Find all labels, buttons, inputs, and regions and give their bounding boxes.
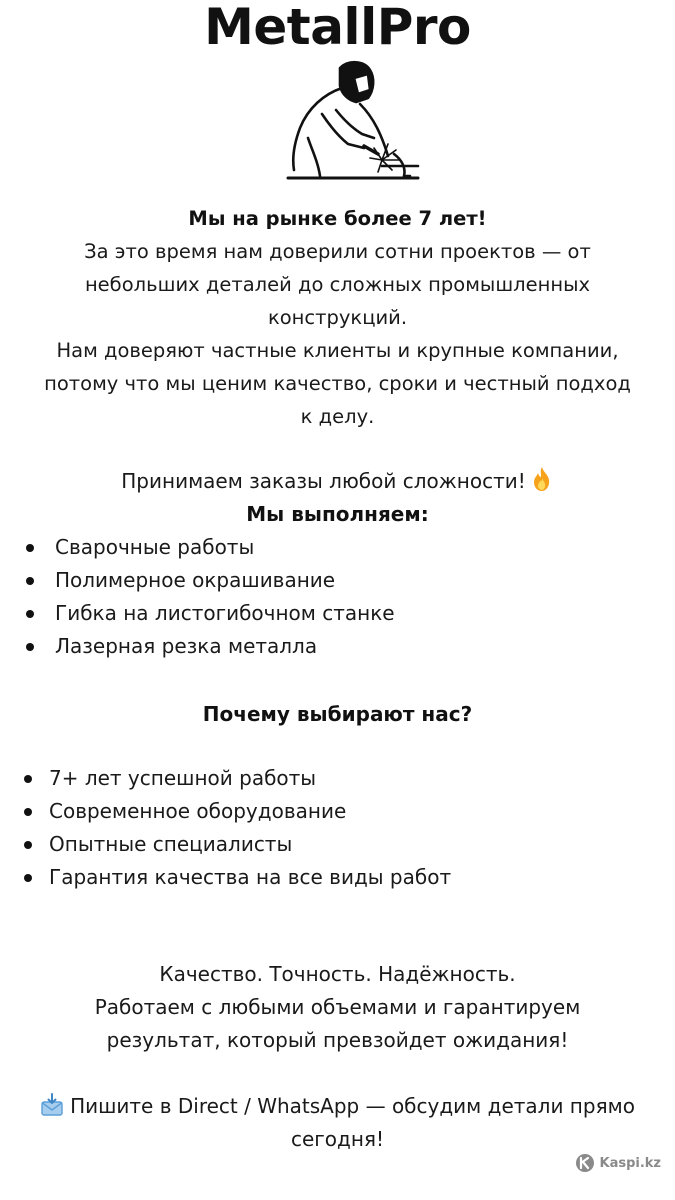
reason-label: Опытные специалисты: [49, 832, 293, 856]
list-item: [24, 762, 451, 795]
welder-icon: [278, 58, 428, 188]
bullet-icon: [26, 577, 34, 585]
intro-line: За это время нам доверили сотни проектов — от: [84, 240, 591, 263]
why-heading: Почему выбирают нас?: [202, 702, 473, 726]
bullet-icon: [24, 874, 32, 882]
bullet-icon: [24, 808, 32, 816]
service-label: Полимерное окрашивание: [55, 568, 336, 592]
list-item: [24, 795, 451, 828]
closing-line: Качество. Точность. Надёжность.: [159, 962, 516, 986]
list-item: [24, 828, 451, 861]
closing-line: результат, который превзойдет ожидания!: [106, 1028, 569, 1052]
cta-text: Пишите в Direct / WhatsApp — обсудим детали прямо: [70, 1094, 635, 1118]
service-label: Гибка на листогибочном станке: [55, 601, 395, 625]
list-item: [26, 531, 395, 564]
service-label: Сварочные работы: [55, 535, 255, 559]
list-item: [26, 597, 395, 630]
bullet-icon: [26, 610, 34, 618]
list-item: [26, 564, 395, 597]
list-item: [26, 630, 395, 663]
intro-section: [0, 202, 675, 433]
intro-line: конструкций.: [267, 306, 408, 329]
watermark-text: Kaspi.kz: [599, 1155, 661, 1171]
incoming-envelope-icon: [40, 1093, 64, 1117]
kaspi-watermark: [575, 1152, 662, 1174]
reason-label: Гарантия качества на все виды работ: [49, 865, 452, 889]
intro-line: к делу.: [300, 405, 375, 428]
services-list: [26, 531, 395, 663]
service-label: Лазерная резка металла: [55, 634, 318, 658]
closing-section: [0, 958, 675, 1057]
cta-section: [0, 1090, 675, 1156]
services-heading: Мы выполняем:: [246, 502, 429, 526]
reason-label: Современное оборудование: [49, 799, 347, 823]
intro-line: небольших деталей до сложных промышленных: [84, 273, 591, 296]
fire-icon: [530, 466, 554, 492]
bullet-icon: [26, 643, 34, 651]
cta-line: [0, 1090, 675, 1123]
bullet-icon: [24, 775, 32, 783]
orders-text: Принимаем заказы любой сложности!: [121, 469, 526, 493]
reason-label: 7+ лет успешной работы: [49, 766, 317, 790]
intro-line: потому что мы ценим качество, сроки и честный подход: [44, 372, 631, 395]
intro-line: Нам доверяют частные клиенты и крупные компании,: [56, 339, 619, 362]
orders-section: [0, 465, 675, 531]
intro-heading: Мы на рынке более 7 лет!: [188, 207, 487, 230]
closing-line: Работаем с любыми объемами и гарантируем: [94, 995, 581, 1019]
brand-title: MetallPro: [204, 0, 471, 56]
list-item: [24, 861, 451, 894]
bullet-icon: [24, 841, 32, 849]
cta-text-line2: сегодня!: [291, 1127, 384, 1151]
reasons-list: [24, 762, 451, 894]
kaspi-logo-icon: [575, 1153, 595, 1173]
orders-line: [0, 465, 675, 498]
why-section: [0, 698, 675, 731]
bullet-icon: [26, 544, 34, 552]
